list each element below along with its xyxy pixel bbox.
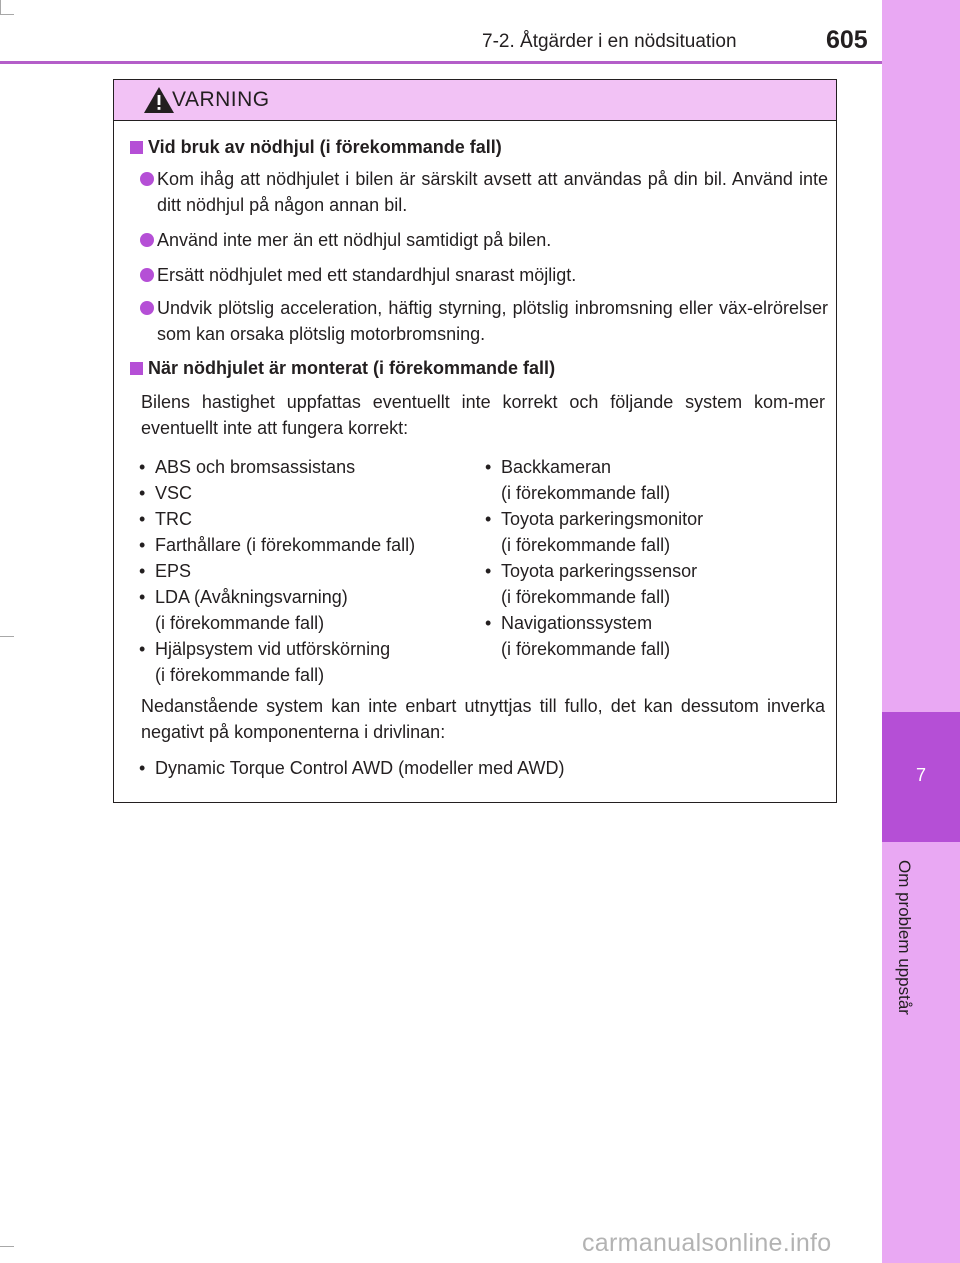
list-item-subtext: (i förekommande fall) [155,665,325,685]
warning-label: VARNING [172,88,270,111]
side-tab-band [882,0,960,1263]
square-bullet-icon [130,141,143,154]
list-item-text: • Toyota parkeringsmonitor [501,509,704,529]
list-item [140,166,828,218]
list-item [485,506,815,558]
warning-triangle-icon [142,85,176,115]
square-bullet-icon [130,362,143,375]
list-item [485,610,815,662]
section-heading [130,137,502,158]
outro-paragraph: Nedanstående system kan inte enbart utnyttjas till fullo, det kan dessutom inverka negativt på komponenterna i drivlinan: [141,696,825,742]
list-item-subtext: (i förekommande fall) [501,483,671,503]
list-item [139,636,479,688]
intro-paragraph: Bilens hastighet uppfattas eventuellt inte korrekt och följande system kom-mer eventuellt inte att fungera korrekt: [141,392,825,438]
header-rule [0,61,882,64]
list-item-text: Kom ihåg att nödhjulet i bilen är särskilt avsett att användas på din bil. Använd inte ditt nödhjul på någon annan bil. [157,169,828,215]
list-item [139,506,479,532]
list-item-subtext: (i förekommande fall) [501,587,671,607]
list-item [485,558,815,610]
list-item [140,295,828,347]
list-item-text: • LDA (Avåkningsvarning) [155,587,348,607]
chapter-title: Om problem uppstår [895,860,914,1015]
list-item-text: Använd inte mer än ett nödhjul samtidigt på bilen. [157,230,552,250]
list-item-text: • Farthållare (i förekommande fall) [155,535,416,555]
list-item-text: Ersätt nödhjulet med ett standardhjul snarast möjligt. [157,265,577,285]
crop-mark [0,0,1,14]
circle-bullet-icon [140,172,154,186]
drivline-list [139,755,819,781]
circle-bullet-icon [140,268,154,282]
list-item [140,262,828,288]
system-list-left [139,454,479,688]
chapter-number: 7 [915,765,926,785]
list-item-text: • Toyota parkeringssensor [501,561,698,581]
list-item-text: • Backkameran [501,457,612,477]
crop-mark [0,14,14,15]
list-item [139,755,819,781]
list-item-subtext: (i förekommande fall) [155,613,325,633]
list-item-text: • Navigationssystem [501,613,653,633]
list-item-text: Undvik plötslig acceleration, häftig styrning, plötslig inbromsning eller väx-elrörelser som kan orsaka plötslig motorbromsning. [157,298,828,344]
list-item-subtext: (i förekommande fall) [501,535,671,555]
list-item [139,558,479,584]
circle-bullet-icon [140,301,154,315]
list-item [139,454,479,480]
section-heading [130,358,555,379]
warning-header [114,80,836,121]
section-heading-text: Vid bruk av nödhjul (i förekommande fall) [148,137,502,157]
list-item [139,532,479,558]
list-item-text: • Dynamic Torque Control AWD (modeller med AWD) [155,758,565,778]
circle-bullet-icon [140,233,154,247]
page-number: 605 [826,26,868,54]
list-item [139,480,479,506]
list-item-subtext: (i förekommande fall) [501,639,671,659]
warning-box [113,79,837,803]
watermark: carmanualsonline.info [582,1229,832,1257]
list-item-text: • Hjälpsystem vid utförskörning [155,639,391,659]
crop-mark [0,1246,14,1247]
list-item [485,454,815,506]
system-list-right [485,454,815,662]
list-item-text: • ABS och bromsassistans [155,457,356,477]
crop-mark [0,636,14,637]
list-item [140,227,828,253]
list-item [139,584,479,636]
list-item-text: • VSC [155,483,193,503]
section-title-header: 7-2. Åtgärder i en nödsituation [482,31,737,52]
list-item-text: • TRC [155,509,192,529]
list-item-text: • EPS [155,561,192,581]
section-heading-text: När nödhjulet är monterat (i förekommande fall) [148,358,556,378]
